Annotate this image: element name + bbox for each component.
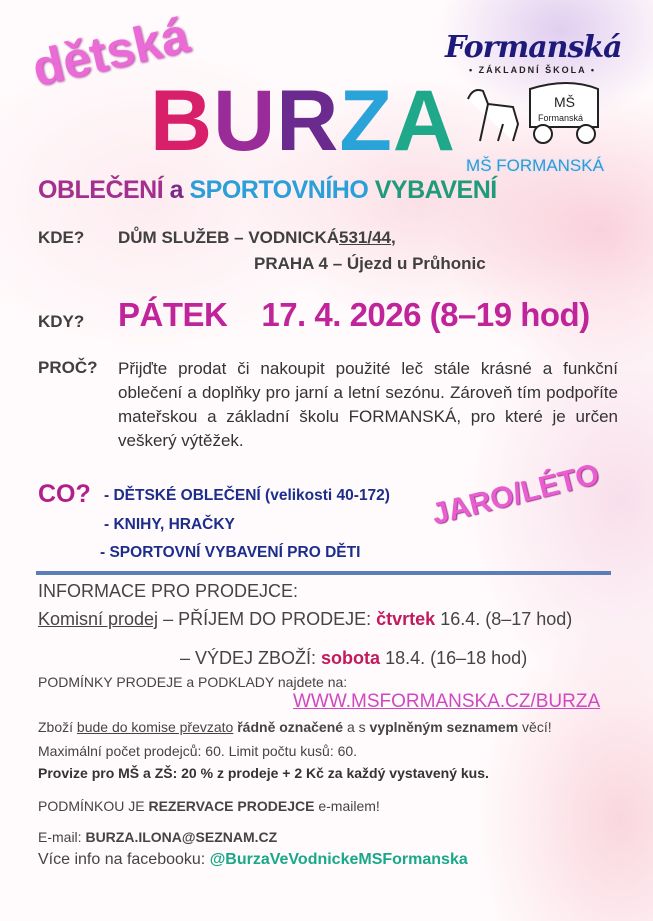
headline-part1: OBLEČENÍ — [38, 176, 164, 204]
where-label: KDE? — [38, 228, 85, 247]
burza-letter: B — [150, 73, 214, 169]
where-line2: PRAHA 4 – Újezd u Průhonic — [254, 254, 486, 273]
burza-title — [150, 72, 456, 171]
where-line1: DŮM SLUŽEB – VODNICKÁ531/44, — [118, 228, 396, 247]
info-heading: INFORMACE PRO PRODEJCE: — [38, 581, 299, 601]
why-text: Přijďte prodat či nakoupit použité leč stále krásné a funkční oblečení a doplňky pro jarní a letní sezónu. Zároveň tím podpoříte mateřskou a základní školu FORMANSKÁ, pro které je určen veškerý výtěžek. — [118, 359, 618, 450]
what-label: CO? — [38, 480, 91, 508]
burza-letter: R — [276, 73, 340, 169]
goods-text: Zboží bude do komise převzato řádně označené a s vyplněným seznamem věcí! — [38, 719, 552, 735]
fee-text: Provize pro MŠ a ZŠ: 20 % z prodeje + 2 Kč za každý vystavený kus. — [38, 765, 489, 781]
burza-letter: A — [392, 73, 456, 169]
headline-part2: a — [169, 176, 184, 204]
facebook-line: Více info na facebooku: @BurzaVeVodnickeMSFormanska — [38, 851, 468, 868]
headline — [38, 176, 497, 205]
detska-title: dětská — [27, 6, 195, 98]
reservation-text: PODMÍNKOU JE REZERVACE PRODEJCE e-mailem! — [38, 798, 380, 814]
burza-letter: Z — [339, 73, 393, 169]
school-logo — [445, 30, 620, 180]
divider — [36, 571, 611, 575]
intake-line: Komisní prodej – PŘÍJEM DO PRODEJE: čtvrtek 16.4. (8–17 hod) — [38, 609, 573, 629]
headline-part3: SPORTOVNÍHO — [189, 176, 369, 204]
logo-name: Formanská — [445, 30, 622, 65]
what-item-3: - SPORTOVNÍ VYBAVENÍ PRO DĚTI — [100, 544, 361, 561]
email-link[interactable]: BURZA.ILONA@SEZNAM.CZ — [85, 829, 278, 845]
ms-label: MŠ FORMANSKÁ — [466, 156, 604, 175]
website-link[interactable]: WWW.MSFORMANSKA.CZ/BURZA — [293, 691, 601, 712]
facebook-link[interactable]: @BurzaVeVodnickeMSFormanska — [209, 851, 468, 868]
what-item-2: - KNIHY, HRAČKY — [104, 516, 235, 533]
headline-part4: VYBAVENÍ — [374, 176, 497, 204]
when-label: KDY? — [38, 312, 85, 331]
horse-wagon-icon — [458, 79, 608, 149]
logo-subtitle: • ZÁKLADNÍ ŠKOLA • — [469, 65, 596, 75]
email-line: E-mail: BURZA.ILONA@SEZNAM.CZ — [38, 829, 278, 845]
season-label: JARO/LÉTO — [428, 457, 603, 532]
limits-text: Maximální počet prodejců: 60. Limit počtu kusů: 60. — [38, 743, 358, 759]
conditions-text: PODMÍNKY PRODEJE a PODKLADY najdete na: — [38, 674, 348, 690]
what-item-1: - DĚTSKÉ OBLEČENÍ (velikosti 40-172) — [104, 487, 390, 504]
wagon-ms: MŠ — [553, 94, 575, 110]
why-label: PROČ? — [38, 358, 98, 377]
wagon-name: Formanská — [537, 113, 583, 123]
when-value: PÁTEK 17. 4. 2026 (8–19 hod) — [118, 296, 590, 333]
burza-letter: U — [213, 73, 277, 169]
pickup-line: – VÝDEJ ZBOŽÍ: sobota 18.4. (16–18 hod) — [180, 648, 528, 668]
